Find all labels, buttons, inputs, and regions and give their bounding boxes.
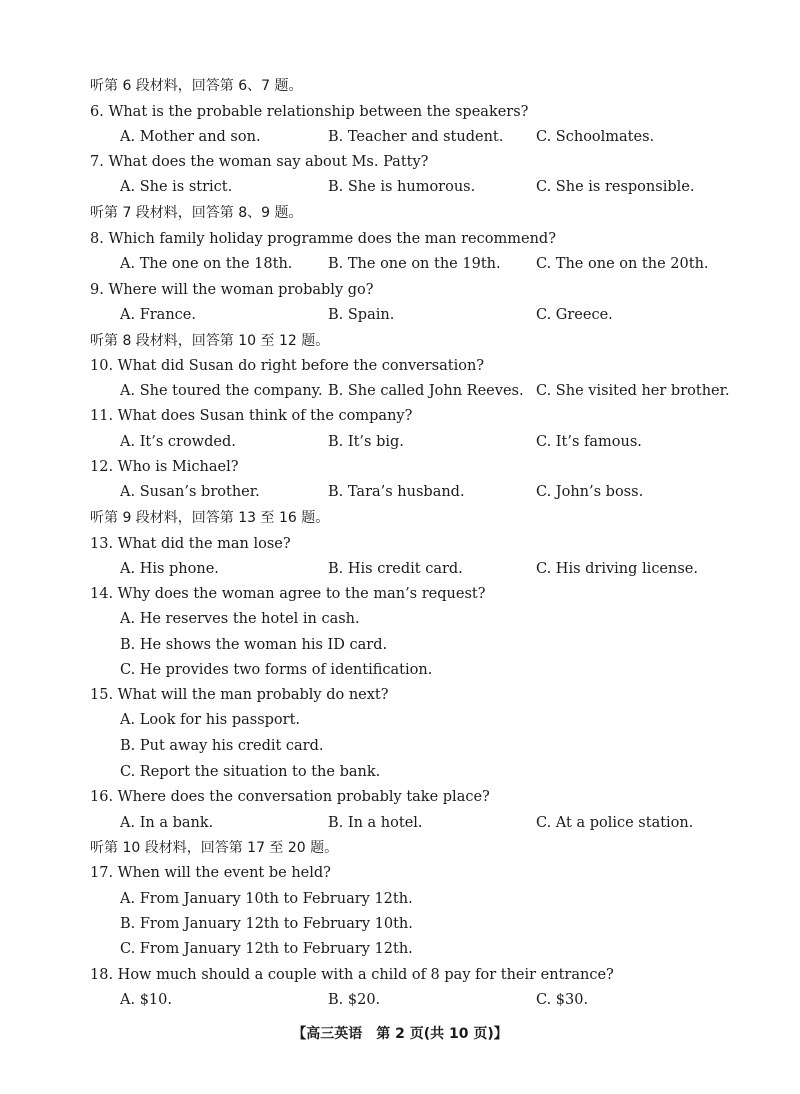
question-8-stem: 8. Which family holiday programme does the man recommend? (90, 231, 556, 247)
question-7-option-c: C. She is responsible. (536, 179, 695, 195)
question-15-stem: 15. What will the man probably do next? (90, 687, 389, 703)
question-10-option-a: A. She toured the company. (120, 383, 323, 399)
question-15-option-a: A. Look for his passport. (120, 712, 301, 728)
question-16-option-b: B. In a hotel. (328, 815, 423, 831)
question-12-option-a: A. Susan’s brother. (120, 484, 260, 500)
question-16-option-a: A. In a bank. (120, 815, 214, 831)
question-17-stem: 17. When will the event be held? (90, 865, 331, 881)
question-16-stem: 16. Where does the conversation probably take place? (90, 789, 490, 805)
question-8-option-b: B. The one on the 19th. (328, 256, 501, 272)
question-13-option-a: A. His phone. (120, 561, 219, 577)
section-heading-6: 听第 6 段材料，回答第 6、7 题。 (90, 78, 303, 94)
question-14-option-a: A. He reserves the hotel in cash. (120, 611, 360, 627)
question-17-option-c: C. From January 12th to February 12th. (120, 941, 413, 957)
question-18-option-c: C. $30. (536, 992, 589, 1008)
question-12-stem: 12. Who is Michael? (90, 459, 239, 475)
question-6-option-a: A. Mother and son. (120, 129, 261, 145)
question-9-option-c: C. Greece. (536, 307, 613, 323)
question-7-option-b: B. She is humorous. (328, 179, 476, 195)
question-9-stem: 9. Where will the woman probably go? (90, 282, 374, 298)
question-17-option-b: B. From January 12th to February 10th. (120, 916, 413, 932)
question-17-option-a: A. From January 10th to February 12th. (120, 891, 413, 907)
page-footer: 【高三英语 第 2 页(共 10 页)】 (292, 1026, 508, 1042)
question-18-option-b: B. $20. (328, 992, 381, 1008)
question-15-option-c: C. Report the situation to the bank. (120, 764, 381, 780)
question-13-stem: 13. What did the man lose? (90, 536, 291, 552)
question-10-stem: 10. What did Susan do right before the conversation? (90, 358, 485, 374)
section-heading-9: 听第 9 段材料，回答第 13 至 16 题。 (90, 510, 330, 526)
question-13-option-c: C. His driving license. (536, 561, 698, 577)
question-14-stem: 14. Why does the woman agree to the man’s request? (90, 586, 486, 602)
question-10-option-c: C. She visited her brother. (536, 383, 730, 399)
question-6-stem: 6. What is the probable relationship between the speakers? (90, 104, 529, 120)
section-heading-7: 听第 7 段材料，回答第 8、9 题。 (90, 205, 303, 221)
question-14-option-c: C. He provides two forms of identification. (120, 662, 433, 678)
question-16-option-c: C. At a police station. (536, 815, 694, 831)
question-14-option-b: B. He shows the woman his ID card. (120, 637, 388, 653)
question-12-option-c: C. John’s boss. (536, 484, 644, 500)
question-18-stem: 18. How much should a couple with a child of 8 pay for their entrance? (90, 967, 614, 983)
question-11-option-b: B. It’s big. (328, 434, 404, 450)
question-6-option-b: B. Teacher and student. (328, 129, 504, 145)
question-9-option-b: B. Spain. (328, 307, 395, 323)
question-11-stem: 11. What does Susan think of the company? (90, 408, 413, 424)
question-9-option-a: A. France. (120, 307, 196, 323)
question-18-option-a: A. $10. (120, 992, 172, 1008)
question-12-option-b: B. Tara’s husband. (328, 484, 465, 500)
question-13-option-b: B. His credit card. (328, 561, 463, 577)
question-15-option-b: B. Put away his credit card. (120, 738, 324, 754)
section-heading-8: 听第 8 段材料，回答第 10 至 12 题。 (90, 333, 330, 349)
question-8-option-a: A. The one on the 18th. (120, 256, 293, 272)
question-11-option-a: A. It’s crowded. (120, 434, 236, 450)
question-7-stem: 7. What does the woman say about Ms. Patty? (90, 154, 429, 170)
section-heading-10: 听第 10 段材料，回答第 17 至 20 题。 (90, 840, 339, 856)
question-10-option-b: B. She called John Reeves. (328, 383, 524, 399)
question-11-option-c: C. It’s famous. (536, 434, 642, 450)
question-6-option-c: C. Schoolmates. (536, 129, 655, 145)
question-7-option-a: A. She is strict. (120, 179, 233, 195)
question-8-option-c: C. The one on the 20th. (536, 256, 709, 272)
